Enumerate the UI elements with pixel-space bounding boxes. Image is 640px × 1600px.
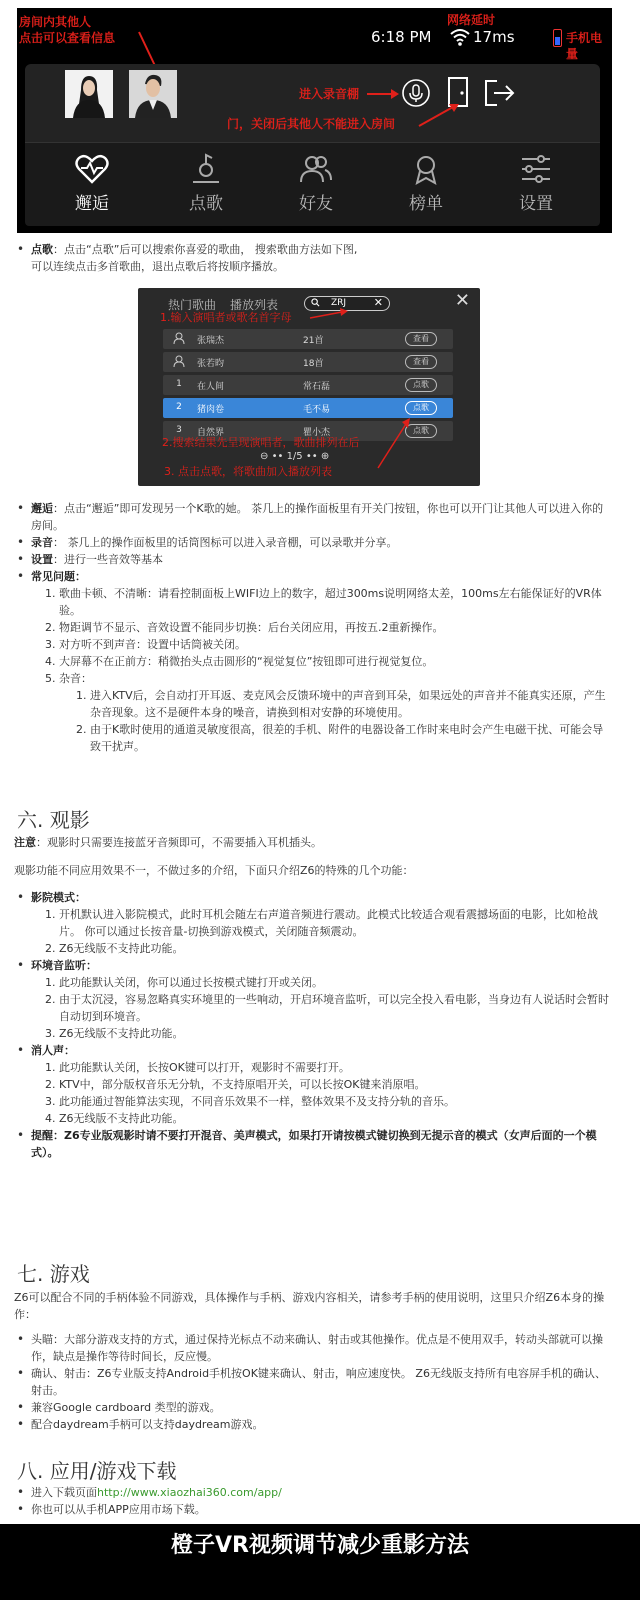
song-index: 3 <box>176 425 182 435</box>
sub-text: 此功能默认关闭，你可以通过长按模式键打开或关闭。 <box>59 976 323 989</box>
download-link[interactable]: http://www.xiaozhai360.com/app/ <box>97 1486 282 1499</box>
faq-list <box>31 585 614 755</box>
item-text: ：点击“邂逅”即可发现另一个K歌的她。 茶几上的操作面板里有开关门按钮，你也可以开门让其他人可以进入你的房间。 <box>31 502 604 532</box>
list-item <box>14 1042 614 1127</box>
song-index: 1 <box>176 379 182 389</box>
song-count: 18首 <box>303 359 324 369</box>
sub-item: 1. 开机默认进入影院模式，此时耳机会随左右声道音频进行震动。此模式比较适合观看震撼场面的电影，比如枪战片。 你可以通过长按音量-切换到游戏模式，关闭随音频震动。 <box>45 908 598 938</box>
artist-name: 张瑞杰 <box>197 336 225 346</box>
annotation-step-1: 1.输入演唱者或歌名首字母 <box>160 311 292 324</box>
tip-text: 提醒：Z6专业版观影时请不要打开混音、美声模式，如果打开请按模式键切换到无提示音的模式（女声后面的一个模式）。 <box>31 1129 597 1159</box>
faq-item: 5. 杂音： 1. 进入KTV后，会自动打开耳返、麦克风会反馈环境中的声音到耳朵，如果远处的声音并不能真实还原，产生杂音现象。这不是硬件本身的噪音，请换到相对安静的环境使用。 2. 由于K歌时使用的通道灵敏度很高，很差的手机、附件的电器设备工作时来电时会产生电磁干扰、可能会导致干扰声。 <box>45 670 614 755</box>
sub-text: 开机默认进入影院模式，此时耳机会随左右声道音频进行震动。此模式比较适合观看震撼场面的电影，比如枪战片。 你可以通过长按音量-切换到游戏模式，关闭随音频震动。 <box>59 908 598 938</box>
person-photo-icon <box>65 70 113 118</box>
song-row[interactable] <box>163 375 453 395</box>
avatar-other-user-1[interactable] <box>65 70 113 118</box>
artist-row[interactable] <box>163 352 453 372</box>
section-7-title: 七. 游戏 <box>17 1262 90 1286</box>
faq-text: 物距调节不显示、音效设置不能同步切换：后台关闭应用，再按五.2重新操作。 <box>59 621 444 634</box>
item-text: ：点击“点歌”后可以搜索你喜爱的歌曲， 搜索歌曲方法如下图, <box>53 243 358 256</box>
section-6-intro: 观影功能不同应用效果不一，不做过多的介绍，下面只介绍Z6的特殊的几个功能： <box>14 864 414 877</box>
faq-text: 杂音： <box>59 672 92 685</box>
annotation-door: 门，关闭后其他人不能进入房间 <box>227 117 396 131</box>
tab-label: 设置 <box>519 194 553 214</box>
song-title: 在人间 <box>197 382 225 392</box>
annotation-others: 房间内其他人 点击可以查看信息 <box>19 15 116 45</box>
tab-encounter[interactable] <box>42 143 142 227</box>
section-8-list <box>14 1484 614 1518</box>
person-photo-icon <box>129 70 177 118</box>
list-item <box>14 500 614 534</box>
network-latency: 17ms <box>473 28 515 46</box>
feature-list <box>14 500 614 755</box>
song-artist: 常石磊 <box>303 382 331 392</box>
pager <box>260 451 329 462</box>
item-text: ： 茶几上的操作面板里的话筒图标可以进入录音棚，可以录歌并分享。 <box>53 536 398 549</box>
search-icon <box>311 298 320 307</box>
sub-item: 2. KTV中，部分版权音乐无分轨，不支持原唱开关，可以长按OK键来消原唱。 <box>45 1078 426 1091</box>
artist-name: 张若昀 <box>197 359 225 369</box>
sub-item: 1. 此功能默认关闭，你可以通过长按模式键打开或关闭。 <box>45 976 323 989</box>
noise-item: 1. 进入KTV后，会自动打开耳返、麦克风会反馈环境中的声音到耳朵，如果远处的声音并不能真实还原，产生杂音现象。这不是硬件本身的噪音，请换到相对安静的环境使用。 <box>76 689 606 719</box>
noise-list <box>59 687 614 755</box>
sub-list <box>31 906 614 957</box>
annotation-latency: 网络延时 <box>447 13 496 27</box>
tab-hot-songs[interactable]: 热门歌曲 <box>168 298 217 312</box>
sub-text: Z6无线版不支持此功能。 <box>59 1027 184 1040</box>
tab-label: 邂逅 <box>75 194 109 214</box>
prev-page-icon[interactable]: ⊖ <box>260 451 269 462</box>
tab-song-request[interactable] <box>156 143 256 227</box>
page-number: 1/5 <box>286 451 303 462</box>
link-prefix: 进入下载页面 <box>31 1486 97 1499</box>
sub-list <box>31 1059 614 1127</box>
tab-ranking[interactable] <box>376 143 476 227</box>
item-label: 录音 <box>31 536 53 549</box>
song-row-selected[interactable] <box>163 398 453 418</box>
faq-item: 4. 大屏幕不在正前方：稍微抬头点击圆形的“视觉复位”按钮即可进行视觉复位。 <box>45 655 434 668</box>
sub-text: KTV中，部分版权音乐无分轨，不支持原唱开关，可以长按OK键来消原唱。 <box>59 1078 426 1091</box>
item-label: 点歌 <box>31 243 53 256</box>
song-count: 21首 <box>303 336 324 346</box>
list-item <box>14 568 614 755</box>
request-button[interactable]: 点歌 <box>405 401 437 415</box>
clear-icon[interactable]: ✕ <box>373 296 383 309</box>
artist-row[interactable] <box>163 329 453 349</box>
person-icon <box>173 355 185 368</box>
noise-text: 由于K歌时使用的通道灵敏度很高，很差的手机、附件的电器设备工作时来电时会产生电磁干扰、可能会导致干扰声。 <box>90 723 604 753</box>
section-6-title: 六. 观影 <box>17 808 90 832</box>
clock-time: 6:18 PM <box>371 28 432 46</box>
faq-text: 歌曲卡顿、不清晰：请看控制面板上WIFI边上的数字，超过300ms说明网络太差，100ms左右能保证好的VR体验。 <box>59 587 602 617</box>
song-index: 2 <box>176 402 182 412</box>
item-label: 消人声： <box>31 1044 75 1057</box>
section-8-title: 八. 应用/游戏下载 <box>17 1459 177 1483</box>
exit-icon[interactable] <box>483 78 517 108</box>
list-item <box>14 889 614 957</box>
avatar-other-user-2[interactable] <box>129 70 177 118</box>
friends-icon <box>299 153 333 185</box>
list-item <box>14 241 614 275</box>
song-title: 猪肉卷 <box>197 405 225 415</box>
annotation-studio: 进入录音棚 <box>299 87 360 101</box>
list-item <box>14 957 614 1042</box>
noise-item: 2. 由于K歌时使用的通道灵敏度很高，很差的手机、附件的电器设备工作时来电时会产生电磁干扰、可能会导致干扰声。 <box>76 723 604 753</box>
item-label: 环境音监听： <box>31 959 97 972</box>
note-text: ：观影时只需要连接蓝牙音频即可，不需要插入耳机插头。 <box>36 836 322 849</box>
song-artist: 毛不易 <box>303 405 331 415</box>
tab-settings[interactable] <box>486 143 586 227</box>
faq-text: 大屏幕不在正前方：稍微抬头点击圆形的“视觉复位”按钮即可进行视觉复位。 <box>59 655 434 668</box>
medal-icon <box>409 153 443 185</box>
sub-text: 此功能默认关闭，长按OK键可以打开，观影时不需要打开。 <box>59 1061 350 1074</box>
sub-item: 2. Z6无线版不支持此功能。 <box>45 942 184 955</box>
tab-playlist[interactable]: 播放列表 <box>230 298 279 312</box>
tab-label: 点歌 <box>189 194 223 214</box>
section-6-note <box>14 834 614 851</box>
item-text: 可以连续点击多首歌曲，退出点歌后将按顺序播放。 <box>31 260 284 273</box>
section-7-list <box>14 1331 614 1433</box>
annotation-step-2: 2.搜索结果先呈现演唱者，歌曲排列在后 <box>162 436 360 449</box>
sub-item: 2. 由于太沉浸，容易忽略真实环境里的一些响动，开启环境音监听，可以完全投入看电影，当身边有人说话时会暂时自动切到环境音。 <box>45 993 609 1023</box>
sliders-icon <box>519 153 553 185</box>
footer-banner <box>0 1524 640 1600</box>
note-label: 注意 <box>14 836 36 849</box>
footer-title: 橙子VR视频调节减少重影方法 <box>171 1533 469 1558</box>
view-button[interactable]: 查看 <box>405 332 437 346</box>
annotation-arrow-icon <box>367 88 399 100</box>
close-icon[interactable]: ✕ <box>454 290 470 311</box>
list-item: • 你也可以从手机APP应用市场下载。 <box>14 1501 614 1518</box>
sub-item: 3. 此功能通过智能算法实现，不同音乐效果不一样，整体效果不及支持分轨的音乐。 <box>45 1095 455 1108</box>
list-item <box>14 1127 614 1161</box>
sub-list <box>31 974 614 1042</box>
tab-label: 好友 <box>299 194 333 214</box>
tab-friends[interactable] <box>266 143 366 227</box>
item-text: ：进行一些音效等基本 <box>53 553 163 566</box>
annotation-step-3: 3. 点击点歌，将歌曲加入播放列表 <box>164 465 332 478</box>
item-label: 影院模式： <box>31 891 86 904</box>
item-label: 邂逅 <box>31 502 53 515</box>
list-item <box>14 551 614 568</box>
request-button[interactable]: 点歌 <box>405 424 437 438</box>
page-dots: •• <box>271 451 287 462</box>
wifi-icon <box>450 27 470 47</box>
view-button[interactable]: 查看 <box>405 355 437 369</box>
sub-text: Z6无线版不支持此功能。 <box>59 1112 184 1125</box>
faq-item: 3. 对方听不到声音：设置中话筒被关闭。 <box>45 638 246 651</box>
search-query: ZRJ <box>331 298 347 308</box>
list-item: • 确认、射击：Z6专业版支持Android手机按OK键来确认、射击，响应速度快。 Z6无线版支持所有电容屏手机的确认、射击。 <box>14 1365 614 1399</box>
item-label: 设置 <box>31 553 53 566</box>
faq-item: 1. 歌曲卡顿、不清晰：请看控制面板上WIFI边上的数字，超过300ms说明网络太差，100ms左右能保证好的VR体验。 <box>45 587 602 617</box>
section-7-intro: Z6可以配合不同的手柄体验不同游戏，具体操作与手柄、游戏内容相关，请参考手柄的使用说明，这里只介绍Z6本身的操作： <box>14 1291 605 1321</box>
annotation-arrow-icon <box>417 102 461 128</box>
next-page-icon[interactable]: ⊕ <box>320 451 330 462</box>
section-6-list <box>14 889 614 1161</box>
list-item <box>14 534 614 551</box>
list-item <box>14 1484 614 1501</box>
sub-text: 此功能通过智能算法实现，不同音乐效果不一样，整体效果不及支持分轨的音乐。 <box>59 1095 455 1108</box>
song-search-screenshot <box>138 288 480 486</box>
sub-text: 由于太沉浸，容易忽略真实环境里的一些响动，开启环境音监听，可以完全投入看电影，当身边有人说话时会暂时自动切到环境音。 <box>59 993 609 1023</box>
battery-icon <box>553 29 562 47</box>
song-artist: 瞿小杰 <box>303 428 331 438</box>
bottom-tab-bar <box>25 142 600 226</box>
song-title: 自然界 <box>197 428 225 438</box>
noise-text: 进入KTV后，会自动打开耳返、麦克风会反馈环境中的声音到耳朵，如果远处的声音并不能真实还原，产生杂音现象。这不是硬件本身的噪音，请换到相对安静的环境使用。 <box>90 689 606 719</box>
heart-pulse-icon <box>75 153 109 185</box>
faq-item: 2. 物距调节不显示、音效设置不能同步切换：后台关闭应用，再按五.2重新操作。 <box>45 621 444 634</box>
sub-item: 4. Z6无线版不支持此功能。 <box>45 1112 184 1125</box>
request-button[interactable]: 点歌 <box>405 378 437 392</box>
intro-list <box>14 241 614 275</box>
list-item: • 头瞄：大部分游戏支持的方式，通过保持光标点不动来确认、射击或其他操作。优点是不使用双手，转动头部就可以操作，缺点是操作等待时间长，反应慢。 <box>14 1331 614 1365</box>
music-note-icon <box>189 153 223 185</box>
sub-text: Z6无线版不支持此功能。 <box>59 942 184 955</box>
sub-item: 1. 此功能默认关闭，长按OK键可以打开，观影时不需要打开。 <box>45 1061 350 1074</box>
vr-ktv-screenshot <box>17 8 612 233</box>
list-item: • 兼容Google cardboard 类型的游戏。 <box>14 1399 614 1416</box>
item-label: 常见问题： <box>31 570 86 583</box>
annotation-arrow-icon <box>308 308 348 322</box>
sub-item: 3. Z6无线版不支持此功能。 <box>45 1027 184 1040</box>
annotation-arrow-icon <box>374 416 414 472</box>
annotation-battery: 手机电量 <box>566 31 603 61</box>
person-icon <box>173 332 185 345</box>
page-dots: •• <box>302 451 318 462</box>
tab-label: 榜单 <box>409 194 443 214</box>
faq-text: 对方听不到声音：设置中话筒被关闭。 <box>59 638 246 651</box>
list-item: • 配合daydream手柄可以支持daydream游戏。 <box>14 1416 614 1433</box>
